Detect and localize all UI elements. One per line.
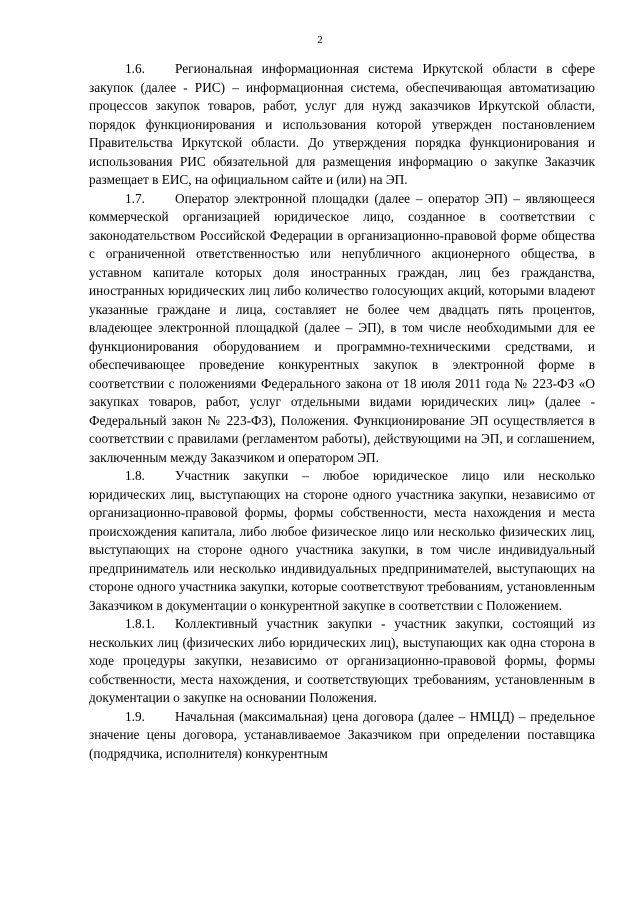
clause-number: 1.6. — [125, 61, 145, 76]
clause-1-8 — [89, 467, 595, 615]
clause-text: Начальная (максимальная) цена договора (далее – НМЦД) – предельное значение цены договора, устанавливаемое Заказчиком при определении поставщика (подрядчика, исполнителя) конкурентным — [89, 708, 595, 761]
clause-text: Участник закупки – любое юридическое лицо или несколько юридических лиц, выступающих на стороне одного участника закупки, независимо от организационно-правовой формы, формы собственности, места нахождения и места происхождения капитала, либо любое физическое лицо или несколько физических лиц, выступающих на стороне одного участника закупки, в том числе индивидуальный предприниматель или несколько индивидуальных предпринимателей, выступающих на стороне одного участника закупки, которые соответствуют требованиям, установленным Заказчиком в документации о конкурентной закупке в соответствии с Положением. — [89, 468, 595, 613]
clause-number: 1.8.1. — [125, 616, 155, 631]
clause-text: Региональная информационная система Иркутской области в сфере закупок (далее - РИС) – информационная система, обеспечивающая автоматизацию процессов закупок товаров, работ, услуг для нужд заказчиков Иркутской области, порядок функционирования и использования которой утвержден постановлением Правительства Иркутской области. До утверждения порядка функционирования и использования РИС обязательной для размещения информацию о закупке Заказчик размещает в ЕИС, на официальном сайте и (или) на ЭП. — [89, 61, 595, 187]
clause-text: Коллективный участник закупки - участник закупки, состоящий из нескольких лиц (физических либо юридических лиц), выступающих как одна сторона в ходе процедуры закупки, независимо от организационно-правовой формы, формы собственности, места нахождения, и соответствующих требованиям, установленным в документации о закупке на основании Положения. — [89, 616, 595, 705]
clause-1-8-1 — [89, 615, 595, 708]
clause-1-6 — [89, 60, 595, 190]
clause-number: 1.9. — [125, 708, 145, 724]
clause-number: 1.7. — [125, 190, 145, 206]
clause-number: 1.8. — [125, 468, 145, 483]
clause-1-9 — [89, 708, 595, 764]
clause-1-7 — [89, 190, 595, 468]
page-number: 2 — [317, 34, 323, 46]
document-body — [89, 60, 595, 763]
clause-text: Оператор электронной площадки (далее – оператор ЭП) – являющееся коммерческой организацией юридическое лицо, созданное в соответствии с законодательством Российской Федерации в организационно-правовой форме общества с ограниченной ответственностью или непубличного акционерного общества, в уставном капитале которых доля иностранных граждан, лиц без гражданства, иностранных юридических лиц либо количество голосующих акций, которыми владеют указанные граждане и лица, составляет не более чем двадцать пять процентов, владеющее электронной площадкой (далее – ЭП), в том числе необходимыми для ее функционирования оборудованием и программно-техническими средствами, и обеспечивающее проведение конкурентных закупок в электронной форме в соответствии с положениями Федерального закона от 18 июля 2011 года № 223-ФЗ «О закупках товаров, работ, услуг отдельными видами юридических лиц» (далее - Федеральный закон № 223-ФЗ), Положения. Функционирование ЭП осуществляется в соответствии с правилами (регламентом работы), действующими на ЭП, и соглашением, заключенным между Заказчиком и оператором ЭП. — [89, 190, 595, 465]
